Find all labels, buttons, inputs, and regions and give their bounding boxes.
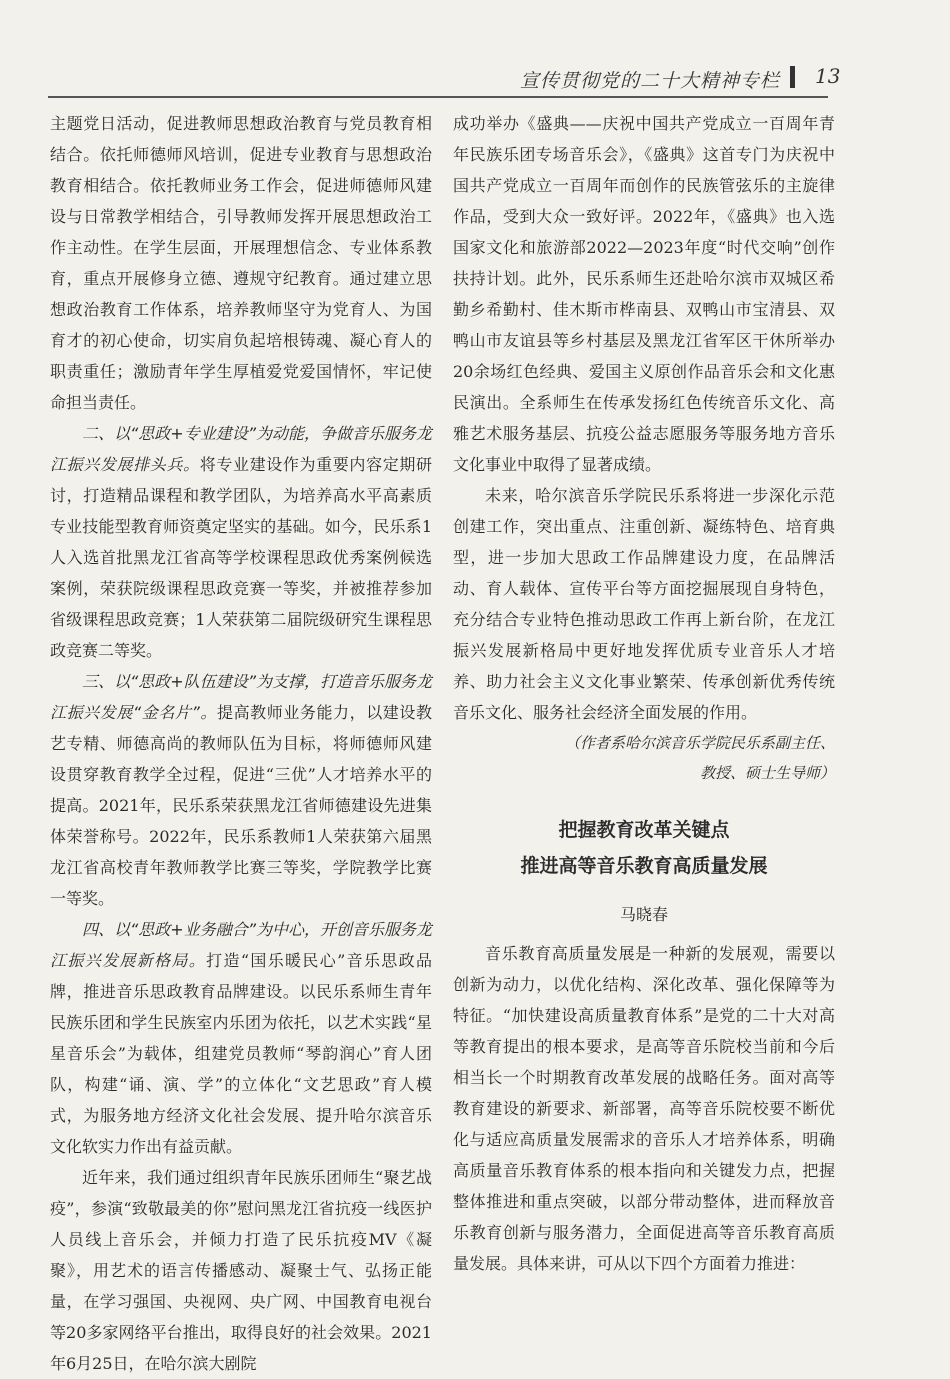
paragraph [50, 914, 432, 1162]
header-rule [48, 96, 828, 98]
paragraph: 主题党日活动，促进教师思想政治教育与党员教育相结合。依托师德师风培训，促进专业教育与思想政治教育相结合。依托教师业务工作会，促进师德师风建设与日常教学相结合，引导教师发挥开展思想政治工作主动性。在学生层面，开展理想信念、专业体系教育，重点开展修身立德、遵规守纪教育。通过建立思想政治教育工作体系，培养教师坚守为党育人、为国育才的初心使命，切实肩负起培根铸魂、凝心育人的职责重任；激励青年学生厚植爱党爱国情怀，牢记使命担当责任。 [50, 114, 432, 412]
article-title-line: 把握教育改革关键点 [558, 819, 730, 841]
article-author: 马晓春 [619, 905, 668, 924]
page-header [0, 56, 950, 96]
paragraph [50, 666, 432, 914]
author-note-line: （作者系哈尔滨音乐学院民乐系副主任、 [564, 734, 835, 752]
paragraph: 音乐教育高质量发展是一种新的发展观，需要以创新为动力，以优化结构、深化改革、强化保障等为特征。“加快建设高质量教育体系”是党的二十大对高等教育提出的根本要求，是高等音乐院校当前和今后相当长一个时期教育改革发展的战略任务。面对高等教育建设的新要求、新部署，高等音乐院校要不断优化与适应高质量发展需求的音乐人才培养体系，明确高质量音乐教育体系的根本指向和关键发力点，把握整体推进和重点突破，以部分带动整体，进而释放音乐教育创新与服务潜力，全面促进高等音乐教育高质量发展。具体来讲，可从以下四个方面着力推进： [453, 944, 835, 1273]
right-column [453, 108, 835, 1279]
section-body: 打造“国乐暖民心”音乐思政品牌，推进音乐思政教育品牌建设。以民乐系师生青年民族乐团和学生民族室内乐团为依托，以艺术实践“星星音乐会”为载体，组建党员教师“琴韵润心”育人团队，构建“诵、演、学”的立体化“文艺思政”育人模式，为服务地方经济文化社会发展、提升哈尔滨音乐文化软实力作出有益贡献。 [50, 951, 432, 1156]
article-title [453, 812, 835, 884]
author-note [453, 728, 835, 788]
section-heading: 二、以“思政+专业建设”为动能，争做音乐服务龙江振兴发展排头兵。 [50, 424, 432, 474]
paragraph: 近年来，我们通过组织青年民族乐团师生“聚艺战疫”，参演“致敬最美的你”慰问黑龙江省抗疫一线医护人员线上音乐会，并倾力打造了民乐抗疫MV《凝聚》，用艺术的语言传播感动、凝聚士气、弘扬正能量，在学习强国、央视网、央广网、中国教育电视台等20多家网络平台推出，取得良好的社会效果。2021年6月25日，在哈尔滨大剧院 [50, 1168, 432, 1373]
left-column [50, 108, 432, 1379]
paragraph [50, 418, 432, 666]
page-number: 13 [815, 64, 841, 88]
paragraph: 未来，哈尔滨音乐学院民乐系将进一步深化示范创建工作，突出重点、注重创新、凝练特色、培育典型，进一步加大思政工作品牌建设力度，在品牌活动、育人载体、宣传平台等方面挖掘展现自身特色，充分结合专业特色推动思政工作再上新台阶，在龙江振兴发展新格局中更好地发挥优质专业音乐人才培养、助力社会主义文化事业繁荣、传承创新优秀传统音乐文化、服务社会经济全面发展的作用。 [453, 486, 835, 722]
section-heading: 四、以“思政+业务融合”为中心，开创音乐服务龙江振兴发展新格局。 [50, 920, 432, 970]
paragraph: 成功举办《盛典——庆祝中国共产党成立一百周年青年民族乐团专场音乐会》，《盛典》这首专门为庆祝中国共产党成立一百周年而创作的民族管弦乐的主旋律作品，受到大众一致好评。2022年，《盛典》也入选国家文化和旅游部2022—2023年度“时代交响”创作扶持计划。此外，民乐系师生还赴哈尔滨市双城区希勤乡希勤村、佳木斯市桦南县、双鸭山市宝清县、双鸭山市友谊县等乡村基层及黑龙江省军区干休所举办20余场红色经典、爱国主义原创作品音乐会和文化惠民演出。全系师生在传承发扬红色传统音乐文化、高雅艺术服务基层、抗疫公益志愿服务等服务地方音乐文化事业中取得了显著成绩。 [453, 114, 835, 474]
section-body: 将专业建设作为重要内容定期研讨，打造精品课程和教学团队，为培养高水平高素质专业技能型教育师资奠定坚实的基础。如今，民乐系1人入选首批黑龙江省高等学校课程思政优秀案例候选案例，荣获院级课程思政竞赛一等奖，并被推荐参加省级课程思政竞赛；1人荣获第二届院级研究生课程思政竞赛二等奖。 [50, 455, 432, 660]
column-title: 宣传贯彻党的二十大精神专栏 [519, 70, 780, 92]
article-title-line: 推进高等音乐教育高质量发展 [520, 855, 768, 877]
section-heading: 三、以“思政+队伍建设”为支撑，打造音乐服务龙江振兴发展“金名片”。 [50, 672, 432, 722]
header-divider-bar [790, 66, 795, 88]
author-note-line: 教授、硕士生导师） [699, 764, 835, 782]
section-body: 提高教师业务能力，以建设教艺专精、师德高尚的教师队伍为目标，将师德师风建设贯穿教育教学全过程，促进“三优”人才培养水平的提高。2021年，民乐系荣获黑龙江省师德建设先进集体荣誉称号。2022年，民乐系教师1人荣获第六届黑龙江省高校青年教师教学比赛三等奖，学院教学比赛一等奖。 [50, 703, 432, 908]
